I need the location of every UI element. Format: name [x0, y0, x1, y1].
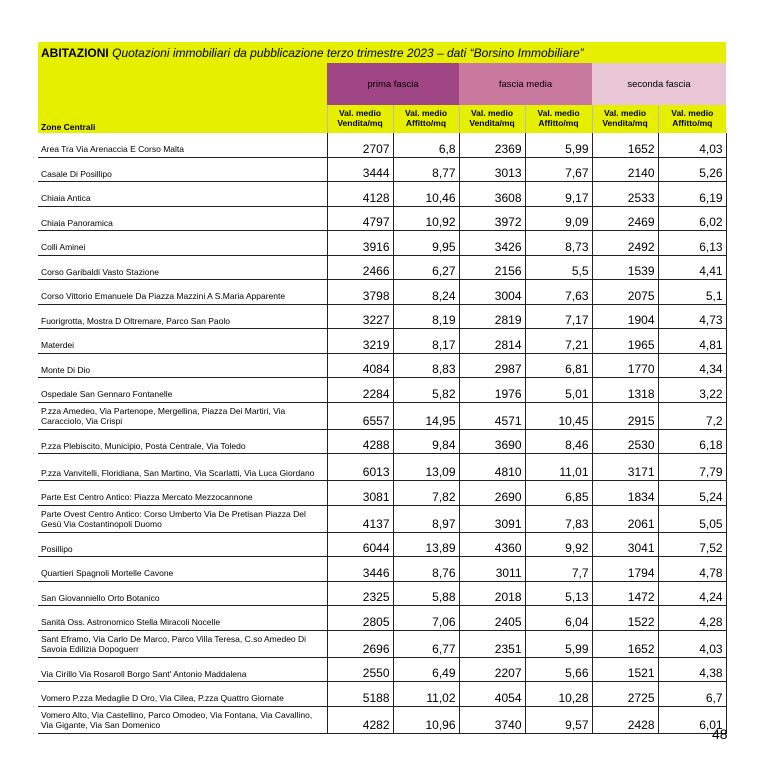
sale-seconda-cell: 3171	[592, 454, 658, 481]
rent-media-cell: 8,73	[525, 231, 592, 256]
band-spacer	[38, 63, 327, 105]
rent-seconda-cell: 6,19	[658, 182, 726, 207]
rent-seconda-cell: 4,03	[658, 630, 726, 657]
sale-seconda-cell: 2492	[592, 231, 658, 256]
rent-seconda-cell: 5,1	[658, 280, 726, 305]
rent-seconda-cell: 4,81	[658, 329, 726, 354]
zone-name-cell: Sant Eframo, Via Carlo De Marco, Parco Villa Teresa, C.so Amedeo Di Savoia Edilizia Dopoguerr	[38, 630, 327, 657]
rent-seconda-cell: 5,05	[658, 505, 726, 532]
sale-prima-cell: 2805	[327, 606, 393, 631]
rent-media-cell: 5,99	[525, 133, 592, 157]
rent-prima-cell: 8,17	[393, 329, 459, 354]
zone-name-cell: Parte Ovest Centro Antico: Corso Umberto Via De Pretisan Piazza Del Gesù Via Costantinopoli Duomo	[38, 505, 327, 532]
rent-media-cell: 7,83	[525, 505, 592, 532]
rent-prima-cell: 6,49	[393, 657, 459, 682]
sale-media-cell: 2018	[459, 581, 525, 606]
sale-prima-cell: 3798	[327, 280, 393, 305]
rent-seconda-cell: 5,24	[658, 481, 726, 506]
sale-media-cell: 2156	[459, 255, 525, 280]
rent-media-cell: 5,13	[525, 581, 592, 606]
sale-media-cell: 4810	[459, 454, 525, 481]
rent-media-cell: 5,5	[525, 255, 592, 280]
sale-media-cell: 3740	[459, 706, 525, 733]
sale-prima-cell: 4084	[327, 353, 393, 378]
sale-prima-cell: 3081	[327, 481, 393, 506]
sale-header-seconda: Val. medio Vendita/mq	[592, 105, 658, 133]
rent-seconda-cell: 4,78	[658, 557, 726, 582]
rent-prima-cell: 10,92	[393, 206, 459, 231]
band-seconda-fascia: seconda fascia	[592, 63, 726, 105]
sale-seconda-cell: 1652	[592, 630, 658, 657]
sale-seconda-cell: 1794	[592, 557, 658, 582]
zone-name-cell: P.zza Vanvitelli, Floridiana, San Martino, Via Scarlatti, Via Luca Giordano	[38, 454, 327, 481]
zone-name-cell: Colli Aminei	[38, 231, 327, 256]
zone-column-header: Zone Centrali	[38, 105, 327, 133]
sale-prima-cell: 4797	[327, 206, 393, 231]
sale-prima-cell: 5188	[327, 682, 393, 707]
sale-media-cell: 3011	[459, 557, 525, 582]
rent-seconda-cell: 6,18	[658, 429, 726, 454]
title-subtitle: Quotazioni immobiliari da pubblicazione terzo trimestre 2023 – dati “Borsino Immobiliare”	[112, 45, 584, 60]
rent-seconda-cell: 6,13	[658, 231, 726, 256]
quotations-table	[38, 42, 727, 734]
rent-prima-cell: 8,77	[393, 157, 459, 182]
zone-name-cell: P.zza Amedeo, Via Partenope, Mergellina, Piazza Dei Martiri, Via Caracciolo, Via Crispi	[38, 402, 327, 429]
rent-seconda-cell: 4,73	[658, 304, 726, 329]
sale-media-cell: 3690	[459, 429, 525, 454]
sale-media-cell: 4360	[459, 532, 525, 557]
rent-prima-cell: 5,88	[393, 581, 459, 606]
zone-name-cell: Area Tra Via Arenaccia E Corso Malta	[38, 133, 327, 157]
rent-media-cell: 5,99	[525, 630, 592, 657]
rent-seconda-cell: 4,03	[658, 133, 726, 157]
zone-name-cell: Monte Di Dio	[38, 353, 327, 378]
zone-name-cell: Materdei	[38, 329, 327, 354]
sale-seconda-cell: 1834	[592, 481, 658, 506]
sale-seconda-cell: 2725	[592, 682, 658, 707]
sale-seconda-cell: 2075	[592, 280, 658, 305]
table-row	[38, 304, 726, 329]
zone-name-cell: Vomero P.zza Medaglie D Oro, Via Cilea, P.zza Quattro Giornate	[38, 682, 327, 707]
sale-prima-cell: 4282	[327, 706, 393, 733]
table-body	[38, 133, 726, 733]
rent-media-cell: 9,09	[525, 206, 592, 231]
sale-media-cell: 2207	[459, 657, 525, 682]
zone-name-cell: Chiaia Antica	[38, 182, 327, 207]
rent-media-cell: 10,45	[525, 402, 592, 429]
rent-media-cell: 9,57	[525, 706, 592, 733]
table-row	[38, 231, 726, 256]
rent-prima-cell: 6,77	[393, 630, 459, 657]
rent-prima-cell: 11,02	[393, 682, 459, 707]
sale-prima-cell: 2550	[327, 657, 393, 682]
sale-prima-cell: 2325	[327, 581, 393, 606]
zone-name-cell: Sanità Oss. Astronomico Stella Miracoli Nocelle	[38, 606, 327, 631]
sale-header-media: Val. medio Vendita/mq	[459, 105, 525, 133]
sale-seconda-cell: 2061	[592, 505, 658, 532]
table-row	[38, 657, 726, 682]
rent-seconda-cell: 3,22	[658, 378, 726, 403]
sale-media-cell: 2819	[459, 304, 525, 329]
sale-seconda-cell: 2140	[592, 157, 658, 182]
sale-seconda-cell: 2469	[592, 206, 658, 231]
band-fascia-media: fascia media	[459, 63, 592, 105]
sale-prima-cell: 2284	[327, 378, 393, 403]
sale-seconda-cell: 1770	[592, 353, 658, 378]
sale-seconda-cell: 3041	[592, 532, 658, 557]
sale-seconda-cell: 2533	[592, 182, 658, 207]
sale-header-prima: Val. medio Vendita/mq	[327, 105, 393, 133]
rent-seconda-cell: 6,02	[658, 206, 726, 231]
rent-media-cell: 10,28	[525, 682, 592, 707]
band-row	[38, 63, 726, 105]
page-number: 48	[712, 726, 728, 742]
table-row	[38, 402, 726, 429]
table-row	[38, 206, 726, 231]
sale-prima-cell: 6013	[327, 454, 393, 481]
zone-name-cell: San Giovanniello Orto Botanico	[38, 581, 327, 606]
rent-media-cell: 6,04	[525, 606, 592, 631]
sale-seconda-cell: 1522	[592, 606, 658, 631]
sale-media-cell: 4054	[459, 682, 525, 707]
sale-prima-cell: 4288	[327, 429, 393, 454]
rent-header-media: Val. medio Affitto/mq	[525, 105, 592, 133]
sale-seconda-cell: 2428	[592, 706, 658, 733]
sale-seconda-cell: 2530	[592, 429, 658, 454]
rent-seconda-cell: 6,01	[658, 706, 726, 733]
rent-prima-cell: 10,96	[393, 706, 459, 733]
sale-prima-cell: 4137	[327, 505, 393, 532]
zone-name-cell: Parte Est Centro Antico: Piazza Mercato Mezzocannone	[38, 481, 327, 506]
sale-prima-cell: 3446	[327, 557, 393, 582]
table-row	[38, 557, 726, 582]
rent-media-cell: 7,67	[525, 157, 592, 182]
zone-name-cell: P.zza Plebiscito, Municipio, Posta Centrale, Via Toledo	[38, 429, 327, 454]
sale-media-cell: 1976	[459, 378, 525, 403]
sale-media-cell: 4571	[459, 402, 525, 429]
rent-prima-cell: 13,09	[393, 454, 459, 481]
rent-media-cell: 9,17	[525, 182, 592, 207]
rent-prima-cell: 8,19	[393, 304, 459, 329]
rent-header-prima: Val. medio Affitto/mq	[393, 105, 459, 133]
rent-prima-cell: 7,82	[393, 481, 459, 506]
sale-media-cell: 2351	[459, 630, 525, 657]
zone-name-cell: Chiaia Panoramica	[38, 206, 327, 231]
sale-seconda-cell: 1652	[592, 133, 658, 157]
zone-name-cell: Via Cirillo Via Rosaroll Borgo Sant' Antonio Maddalena	[38, 657, 327, 682]
table-row	[38, 630, 726, 657]
zone-name-cell: Casale Di Posillipo	[38, 157, 327, 182]
sale-prima-cell: 3227	[327, 304, 393, 329]
column-header-row	[38, 105, 726, 133]
rent-prima-cell: 9,84	[393, 429, 459, 454]
sale-media-cell: 2405	[459, 606, 525, 631]
rent-media-cell: 7,63	[525, 280, 592, 305]
table-row	[38, 532, 726, 557]
sale-seconda-cell: 1904	[592, 304, 658, 329]
sale-prima-cell: 3444	[327, 157, 393, 182]
rent-prima-cell: 8,97	[393, 505, 459, 532]
sale-prima-cell: 2696	[327, 630, 393, 657]
rent-header-seconda: Val. medio Affitto/mq	[658, 105, 726, 133]
sale-seconda-cell: 1521	[592, 657, 658, 682]
zone-name-cell: Fuorigrotta, Mostra D Oltremare, Parco San Paolo	[38, 304, 327, 329]
rent-media-cell: 9,92	[525, 532, 592, 557]
rent-media-cell: 6,81	[525, 353, 592, 378]
rent-prima-cell: 8,24	[393, 280, 459, 305]
sale-media-cell: 3013	[459, 157, 525, 182]
sale-media-cell: 2987	[459, 353, 525, 378]
sale-prima-cell: 6557	[327, 402, 393, 429]
rent-seconda-cell: 4,34	[658, 353, 726, 378]
rent-media-cell: 5,01	[525, 378, 592, 403]
band-prima-fascia: prima fascia	[327, 63, 459, 105]
title-row	[38, 42, 726, 63]
table-row	[38, 255, 726, 280]
rent-media-cell: 5,66	[525, 657, 592, 682]
sale-media-cell: 2369	[459, 133, 525, 157]
rent-seconda-cell: 4,38	[658, 657, 726, 682]
sale-media-cell: 2690	[459, 481, 525, 506]
rent-media-cell: 6,85	[525, 481, 592, 506]
table-row	[38, 157, 726, 182]
table-row	[38, 505, 726, 532]
rent-seconda-cell: 6,7	[658, 682, 726, 707]
rent-media-cell: 11,01	[525, 454, 592, 481]
zone-name-cell: Vomero Alto, Via Castellino, Parco Omodeo, Via Fontana, Via Cavallino, Via Gigante, Via San Domenico	[38, 706, 327, 733]
sale-prima-cell: 3219	[327, 329, 393, 354]
sale-seconda-cell: 2915	[592, 402, 658, 429]
rent-prima-cell: 7,06	[393, 606, 459, 631]
table-row	[38, 682, 726, 707]
sale-media-cell: 3426	[459, 231, 525, 256]
title-label: ABITAZIONI	[41, 45, 109, 60]
rent-prima-cell: 10,46	[393, 182, 459, 207]
rent-prima-cell: 6,8	[393, 133, 459, 157]
sale-prima-cell: 2707	[327, 133, 393, 157]
table-row	[38, 454, 726, 481]
zone-name-cell: Corso Vittorio Emanuele Da Piazza Mazzini A S.Maria Apparente	[38, 280, 327, 305]
sale-media-cell: 3972	[459, 206, 525, 231]
rent-prima-cell: 9,95	[393, 231, 459, 256]
rent-prima-cell: 13,89	[393, 532, 459, 557]
table-row	[38, 606, 726, 631]
table-row	[38, 378, 726, 403]
rent-seconda-cell: 4,28	[658, 606, 726, 631]
table-row	[38, 280, 726, 305]
table-row	[38, 429, 726, 454]
rent-media-cell: 7,21	[525, 329, 592, 354]
sale-seconda-cell: 1472	[592, 581, 658, 606]
table-row	[38, 481, 726, 506]
rent-media-cell: 7,17	[525, 304, 592, 329]
sale-prima-cell: 3916	[327, 231, 393, 256]
rent-seconda-cell: 7,2	[658, 402, 726, 429]
table-row	[38, 706, 726, 733]
sale-prima-cell: 4128	[327, 182, 393, 207]
sale-prima-cell: 2466	[327, 255, 393, 280]
table-row	[38, 581, 726, 606]
zone-name-cell: Posillipo	[38, 532, 327, 557]
rent-prima-cell: 8,83	[393, 353, 459, 378]
table-row	[38, 182, 726, 207]
table-row	[38, 353, 726, 378]
rent-seconda-cell: 5,26	[658, 157, 726, 182]
sale-media-cell: 3004	[459, 280, 525, 305]
sale-seconda-cell: 1965	[592, 329, 658, 354]
rent-prima-cell: 14,95	[393, 402, 459, 429]
sale-media-cell: 2814	[459, 329, 525, 354]
rent-media-cell: 7,7	[525, 557, 592, 582]
rent-seconda-cell: 4,41	[658, 255, 726, 280]
rent-media-cell: 8,46	[525, 429, 592, 454]
table-row	[38, 329, 726, 354]
sale-media-cell: 3608	[459, 182, 525, 207]
sale-seconda-cell: 1318	[592, 378, 658, 403]
sale-media-cell: 3091	[459, 505, 525, 532]
zone-name-cell: Corso Garibaldi Vasto Stazione	[38, 255, 327, 280]
table-row	[38, 133, 726, 157]
sale-prima-cell: 6044	[327, 532, 393, 557]
rent-seconda-cell: 7,79	[658, 454, 726, 481]
zone-name-cell: Ospedale San Gennaro Fontanelle	[38, 378, 327, 403]
sale-seconda-cell: 1539	[592, 255, 658, 280]
rent-prima-cell: 8,76	[393, 557, 459, 582]
rent-prima-cell: 5,82	[393, 378, 459, 403]
table-title	[38, 42, 726, 63]
zone-name-cell: Quartieri Spagnoli Mortelle Cavone	[38, 557, 327, 582]
rent-seconda-cell: 4,24	[658, 581, 726, 606]
rent-seconda-cell: 7,52	[658, 532, 726, 557]
rent-prima-cell: 6,27	[393, 255, 459, 280]
